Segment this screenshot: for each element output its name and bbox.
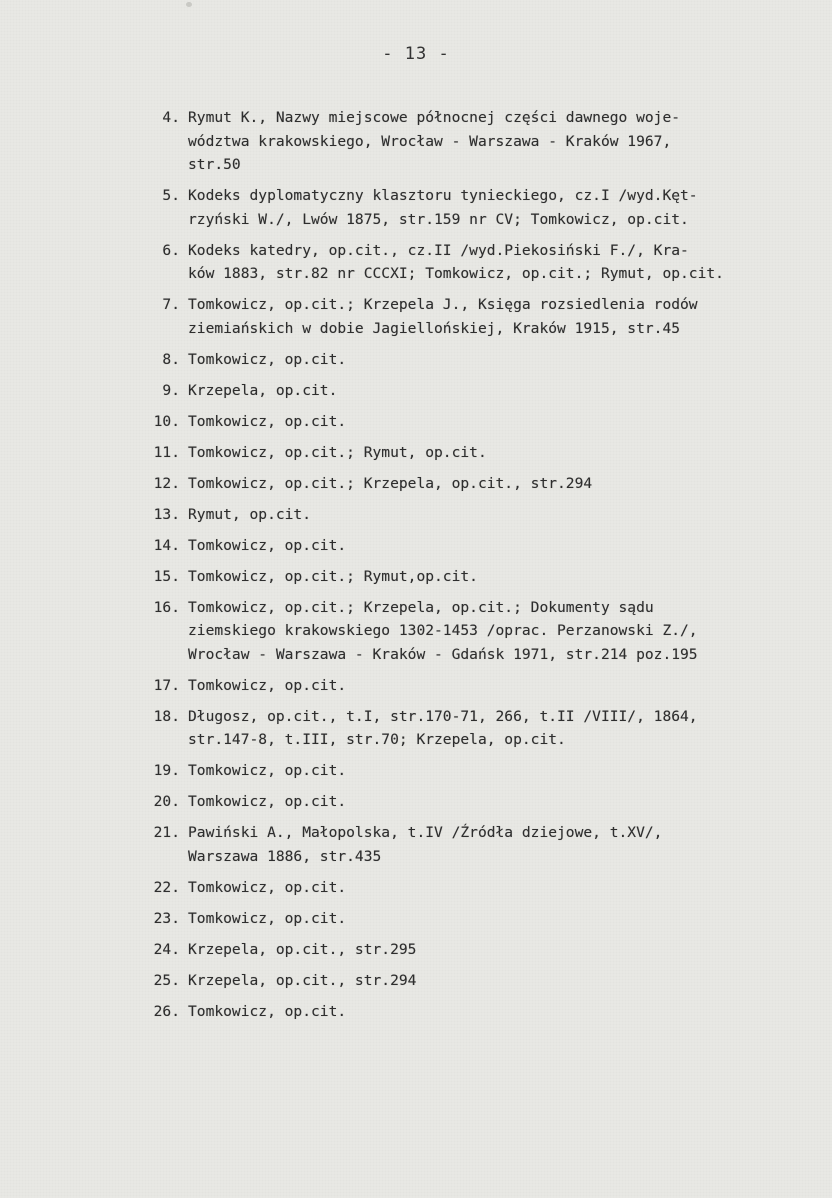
- footnote-number: 13.: [153, 505, 180, 523]
- footnote-item: [140, 674, 820, 698]
- footnote-item: [140, 821, 820, 868]
- footnote-item: [140, 938, 820, 962]
- footnote-text: Tomkowicz, op.cit.: [188, 909, 347, 927]
- footnote-text: Długosz, op.cit., t.I, str.170-71, 266, t.II /VIII/, 1864, str.147-8, t.III, str.70; Krzepela, op.cit.: [188, 707, 698, 748]
- footnote-number: 16.: [153, 598, 180, 616]
- footnote-item: [140, 759, 820, 783]
- footnote-number: 4.: [162, 109, 180, 126]
- footnote-text: Tomkowicz, op.cit.; Krzepela J., Księga rozsiedlenia rodów ziemiańskich w dobie Jagiellońskiej, Kraków 1915, str.45: [188, 296, 698, 337]
- footnote-item: [140, 534, 820, 558]
- footnote-text: Tomkowicz, op.cit.: [188, 793, 347, 810]
- paper-mark: [186, 2, 192, 7]
- footnote-text: Tomkowicz, op.cit.: [188, 676, 347, 694]
- footnote-item: [140, 596, 820, 667]
- footnote-number: 14.: [153, 536, 180, 554]
- footnote-item: [140, 472, 820, 496]
- footnote-text: Rymut, op.cit.: [188, 505, 312, 523]
- footnote-number: 20.: [153, 793, 180, 810]
- footnote-item: [140, 239, 820, 286]
- footnote-text: Krzepela, op.cit.: [188, 381, 338, 399]
- footnote-list: [140, 106, 820, 1031]
- footnote-number: 26.: [153, 1002, 180, 1020]
- footnote-text: Tomkowicz, op.cit.: [188, 878, 347, 896]
- footnote-item: [140, 348, 820, 372]
- footnote-text: Tomkowicz, op.cit.; Rymut,op.cit.: [188, 567, 478, 585]
- footnote-number: 7.: [162, 296, 180, 313]
- footnote-number: 18.: [153, 707, 180, 725]
- footnote-item: [140, 379, 820, 403]
- footnote-number: 23.: [153, 909, 180, 927]
- footnote-number: 17.: [153, 676, 180, 694]
- footnote-number: 15.: [153, 567, 180, 585]
- footnote-text: Tomkowicz, op.cit.; Krzepela, op.cit., str.294: [188, 474, 593, 492]
- footnote-item: [140, 503, 820, 527]
- footnote-text: Tomkowicz, op.cit.: [188, 1002, 347, 1020]
- footnote-text: Tomkowicz, op.cit.: [188, 536, 347, 554]
- footnote-number: 5.: [162, 187, 180, 204]
- footnote-text: Tomkowicz, op.cit.: [188, 762, 347, 779]
- footnote-number: 9.: [162, 381, 180, 399]
- footnote-text: Krzepela, op.cit., str.294: [188, 971, 417, 989]
- footnote-number: 8.: [162, 350, 180, 368]
- footnote-item: [140, 293, 820, 340]
- footnote-number: 12.: [153, 474, 180, 492]
- footnote-number: 21.: [153, 824, 180, 841]
- footnote-text: Tomkowicz, op.cit.; Rymut, op.cit.: [188, 443, 487, 461]
- footnote-text: Tomkowicz, op.cit.; Krzepela, op.cit.; Dokumenty sądu ziemskiego krakowskiego 1302-1453 /oprac. Perzanowski Z./, Wrocław - Warszawa - Kraków - Gdańsk 1971, str.214 poz.195: [188, 598, 698, 663]
- footnote-number: 22.: [153, 878, 180, 896]
- footnote-item: [140, 876, 820, 900]
- footnote-item: [140, 106, 820, 177]
- footnote-number: 25.: [153, 971, 180, 989]
- footnote-number: 19.: [153, 762, 180, 779]
- footnote-text: Rymut K., Nazwy miejscowe północnej części dawnego woje- wództwa krakowskiego, Wrocław - Warszawa - Kraków 1967, str.50: [188, 109, 681, 173]
- footnote-text: Tomkowicz, op.cit.: [188, 350, 347, 368]
- footnote-number: 24.: [153, 940, 180, 958]
- footnote-number: 6.: [162, 241, 180, 259]
- footnote-number: 10.: [153, 412, 180, 430]
- footnote-item: [140, 907, 820, 931]
- footnote-number: 11.: [153, 443, 180, 461]
- footnote-item: [140, 565, 820, 589]
- footnote-text: Tomkowicz, op.cit.: [188, 412, 347, 430]
- footnote-text: Pawiński A., Małopolska, t.IV /Źródła dziejowe, t.XV/, Warszawa 1886, str.435: [188, 824, 663, 865]
- footnote-text: Krzepela, op.cit., str.295: [188, 940, 417, 958]
- footnote-item: [140, 705, 820, 752]
- page-number: - 13 -: [382, 44, 450, 64]
- footnote-item: [140, 1000, 820, 1024]
- footnote-text: Kodeks katedry, op.cit., cz.II /wyd.Piekosiński F./, Kra- ków 1883, str.82 nr CCCXI; Tomkowicz, op.cit.; Rymut, op.cit.: [188, 241, 724, 282]
- footnote-item: [140, 441, 820, 465]
- footnote-item: [140, 410, 820, 434]
- footnote-item: [140, 969, 820, 993]
- footnote-text: Kodeks dyplomatyczny klasztoru tynieckiego, cz.I /wyd.Kęt- rzyński W./, Lwów 1875, str.159 nr CV; Tomkowicz, op.cit.: [188, 187, 698, 228]
- footnote-item: [140, 790, 820, 814]
- footnote-item: [140, 184, 820, 231]
